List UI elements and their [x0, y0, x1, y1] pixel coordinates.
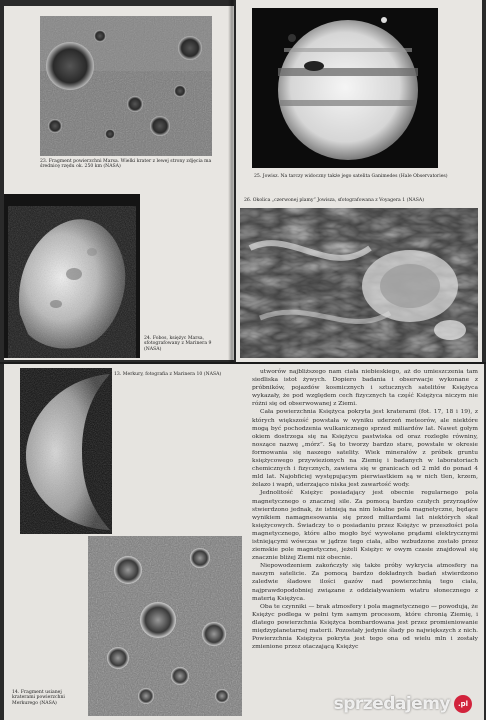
- phobos-image: [4, 194, 140, 358]
- phobos-photo: [4, 194, 140, 358]
- caption-25: 25. Jowisz. Na tarczy widoczny także jego satelita Ganimedes (Hale Observatories): [254, 174, 448, 179]
- caption-26: 26. Okolica „czerwonej plamy” Jowisza, sfotografowana z Voyagera 1 (NASA): [244, 198, 424, 203]
- watermark: [334, 694, 472, 714]
- book-gutter-top: [228, 0, 236, 362]
- caption-23: 23. Fragment powierzchni Marsa. Wielki krater z lewej strony zdjęcia ma średnicę rzędu ok. 250 km (NASA): [40, 159, 212, 170]
- body-text-column: [252, 368, 478, 651]
- bottom-page: [4, 364, 484, 720]
- paragraph-5: Oba te czynniki — brak atmosfery i pola magnetycznego — powodują, że Księżyc podlega w pełni tym samym procesom, które chronią Ziemię, i dlatego powierzchnia Księżyca bombardowana jest przez promieniowanie międzyplanetarnej materii. Pozostały jedynie ślady po największych z nich. Powierzchnia Księżyca pokryta jest tego ona od wielu mln i zostały zmienione przez otaczającą Księżyc: [252, 603, 478, 651]
- jupiter-image: [252, 8, 438, 168]
- mars-surface-image: [40, 16, 212, 156]
- red-spot-photo: [240, 208, 478, 358]
- right-page-top: [236, 0, 482, 362]
- red-spot-image: [240, 208, 478, 358]
- paragraph-2: Cała powierzchnia Księżyca pokryta jest kraterami (fot. 17, 18 i 19), z których większość powstała w wyniku uderzeń meteorów, ale niektóre mogą być pochodzenia wulkanicznego sprzed miliardów lat. Nawet gołym okiem dostrzega się na Księżycu pastwiska od oraz rozległe równiny, noszące nazwę „mórz”. Są to tworzy bardzo stare, powstałe w okresie formowania się naszego satelity. Wiek minerałów z próbek gruntu księżycowego przywiezionych na Ziemię i badanych w laboratoriach chemicznych i fizycznych, zawiera się w granicach od 2 mld do ponad 4 mld lat. Najobficiej występującym pierwiastkiem są w nich tlen, krzem, żelazo i wapń, uderzająco niska jest zawartość wody.: [252, 409, 478, 489]
- jupiter-photo: [252, 8, 438, 168]
- mercury-surface-photo: [88, 536, 242, 716]
- mercury-surface-image: [88, 536, 242, 716]
- caption-24: 24. Fobos, księżyc Marsa, sfotografowany z Marinera 9 (NASA): [144, 336, 212, 352]
- caption-14: 14. Fragment usianej kraterami powierzchni Merkurego (NASA): [12, 690, 65, 706]
- mars-surface-photo: [40, 16, 212, 156]
- paragraph-1: utworów najbliższego nam ciała niebieskiego, aż do umieszczenia tam siedliska istot żywych. Dopiero badania i obserwacje wykonane z próbników, pojazdów kosmicznych i sztucznych satelitów Księżyca wykazały, że pod względem cech fizycznych ta część Księżyca niczym nie różni się od obserwowanej z Ziemi.: [252, 369, 478, 408]
- paragraph-3: Jednolitość Księżyc posiadający jest obecnie regularnego pola magnetycznego o znacznej sile. Za pomocą bardzo czułych przyrządów stwierdzono jednak, że istnieją na nim lokalne pola magnetyczne, będące wynikiem namagnesowania się przed miliardami lat niektórych skał księżycowych. Świadczy to o posiadaniu przez Księżyc w przeszłości pola magnetycznego, które albo mogło być wywołane prądami elektrycznymi istniejącymi wówczas w jądrze tego ciała, albo wzbudzone zostało przez ziemskie pole magnetyczne, jeżeli Księżyc w owym czasie znajdował się znacznie bliżej Ziemi niż obecnie.: [252, 490, 478, 562]
- caption-13: 13. Merkury, fotografia z Marinera 10 (NASA): [114, 372, 222, 377]
- paragraph-4: Niepowodzeniem zakończyły się także próby wykrycia atmosfery na naszym satelicie. Za pomocą bardzo dokładnych badań stwierdzono zaledwie śladowe ilości gazów nad powierzchnią tego ciała, najprawdopodobniej związane z oddziaływaniem wiatru słonecznego z materią Księżyca.: [252, 563, 478, 602]
- mercury-image: [20, 368, 112, 534]
- bottom-book-spread: [0, 364, 486, 720]
- watermark-text: sprzedajemy: [333, 694, 450, 714]
- watermark-logo-icon: .pl: [454, 695, 472, 713]
- mercury-photo: [20, 368, 112, 534]
- left-page-top: [4, 6, 234, 360]
